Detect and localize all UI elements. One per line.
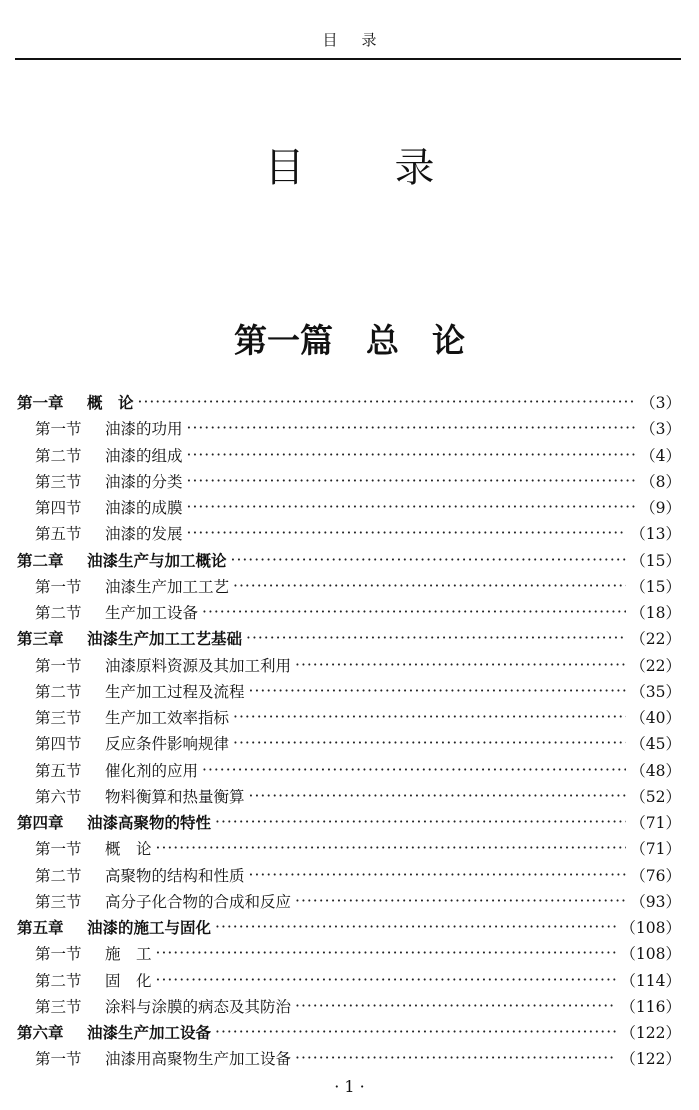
dot-leader — [156, 944, 617, 962]
toc-entry-label: 第二节 — [35, 866, 82, 885]
toc-entry-label: 第三章 — [17, 630, 64, 649]
toc-section-entry — [15, 940, 681, 966]
dot-leader — [138, 393, 637, 411]
dot-leader — [295, 1049, 616, 1067]
toc-entry-page: （4） — [640, 446, 681, 465]
toc-section-entry — [15, 757, 681, 783]
dot-leader — [233, 577, 626, 595]
toc-entry-title: 物料衡算和热量衡算 — [105, 787, 245, 806]
toc-entry-title: 高聚物的结构和性质 — [105, 866, 245, 885]
toc-entry-title: 油漆生产加工工艺 — [105, 577, 230, 596]
toc-title: 目录 — [264, 145, 525, 191]
toc-chapter-entry — [15, 914, 681, 940]
toc-entry-title: 油漆的组成 — [105, 446, 183, 465]
toc-entry-page: （15） — [630, 551, 681, 570]
toc-entry-label: 第五节 — [35, 761, 82, 780]
dot-leader — [233, 734, 626, 752]
dot-leader — [187, 524, 627, 542]
toc-section-entry — [15, 1045, 681, 1071]
toc-entry-label: 第一节 — [35, 577, 82, 596]
toc-entry-page: （9） — [640, 499, 681, 518]
part-title: 第一篇 总 论 — [234, 321, 465, 360]
page-number: · 1 · — [334, 1077, 365, 1096]
toc-entry-label: 第五节 — [35, 525, 82, 544]
toc-entry-label: 第四节 — [35, 735, 82, 754]
toc-section-entry — [15, 442, 681, 468]
toc-entry-page: （45） — [630, 735, 681, 754]
toc-entry-page: （108） — [620, 945, 681, 964]
toc-section-entry — [15, 573, 681, 599]
toc-entry-label: 第一节 — [35, 1050, 82, 1069]
toc-entry-page: （116） — [620, 997, 681, 1016]
dot-leader — [249, 787, 627, 805]
toc-entry-title: 油漆生产与加工概论 — [87, 551, 227, 570]
toc-section-entry — [15, 678, 681, 704]
dot-leader — [156, 971, 617, 989]
toc-entry-label: 第三节 — [35, 997, 82, 1016]
toc-entry-title: 施 工 — [105, 945, 152, 964]
toc-entry-title: 催化剂的应用 — [105, 761, 199, 780]
running-header: 目录 — [322, 31, 401, 49]
toc-section-entry — [15, 835, 681, 861]
toc-entry-title: 反应条件影响规律 — [105, 735, 230, 754]
dot-leader — [233, 708, 626, 726]
toc-entry-title: 涂料与涂膜的病态及其防治 — [105, 997, 292, 1016]
toc-entry-title: 高分子化合物的合成和反应 — [105, 892, 292, 911]
toc-entry-label: 第六节 — [35, 787, 82, 806]
toc-entry-page: （71） — [630, 814, 681, 833]
toc-entry-title: 油漆的分类 — [105, 472, 183, 491]
toc-entry-page: （15） — [630, 577, 681, 596]
toc-entry-label: 第三节 — [35, 892, 82, 911]
toc-entry-page: （40） — [630, 709, 681, 728]
toc-entry-label: 第六章 — [17, 1024, 64, 1043]
dot-leader — [187, 498, 637, 516]
dot-leader — [231, 551, 627, 569]
toc-section-entry — [15, 599, 681, 625]
toc-entry-label: 第二节 — [35, 604, 82, 623]
toc-entry-label: 第一节 — [35, 840, 82, 859]
toc-section-entry — [15, 415, 681, 441]
toc-entry-page: （22） — [630, 656, 681, 675]
dot-leader — [187, 472, 637, 490]
toc-entry-label: 第二节 — [35, 446, 82, 465]
toc-entry-label: 第一节 — [35, 420, 82, 439]
toc-entry-title: 油漆的发展 — [105, 525, 183, 544]
toc-list — [15, 389, 681, 1072]
toc-entry-title: 固 化 — [105, 971, 152, 990]
toc-entry-title: 油漆的功用 — [105, 420, 183, 439]
dot-leader — [202, 603, 626, 621]
toc-entry-title: 概 论 — [105, 840, 152, 859]
toc-section-entry — [15, 783, 681, 809]
dot-leader — [249, 682, 627, 700]
toc-section-entry — [15, 888, 681, 914]
toc-section-entry — [15, 704, 681, 730]
toc-entry-label: 第二节 — [35, 682, 82, 701]
dot-leader — [215, 918, 616, 936]
toc-entry-label: 第一节 — [35, 945, 82, 964]
toc-entry-page: （52） — [630, 787, 681, 806]
toc-entry-page: （114） — [620, 971, 681, 990]
dot-leader — [215, 813, 626, 831]
toc-entry-label: 第二节 — [35, 971, 82, 990]
toc-entry-page: （18） — [630, 604, 681, 623]
toc-entry-page: （93） — [630, 892, 681, 911]
toc-entry-title: 油漆的施工与固化 — [87, 919, 212, 938]
toc-entry-title: 油漆高聚物的特性 — [87, 814, 212, 833]
toc-chapter-entry — [15, 809, 681, 835]
toc-entry-page: （48） — [630, 761, 681, 780]
toc-section-entry — [15, 862, 681, 888]
toc-entry-page: （108） — [620, 919, 681, 938]
dot-leader — [295, 997, 616, 1015]
toc-entry-label: 第四节 — [35, 499, 82, 518]
dot-leader — [202, 761, 626, 779]
toc-entry-page: （76） — [630, 866, 681, 885]
dot-leader — [295, 656, 626, 674]
toc-entry-title: 生产加工设备 — [105, 604, 199, 623]
toc-entry-label: 第三节 — [35, 709, 82, 728]
toc-entry-page: （3） — [640, 420, 681, 439]
toc-entry-label: 第四章 — [17, 814, 64, 833]
toc-entry-title: 油漆原料资源及其加工利用 — [105, 656, 292, 675]
toc-entry-title: 油漆生产加工设备 — [87, 1024, 212, 1043]
toc-chapter-entry — [15, 389, 681, 415]
toc-section-entry — [15, 652, 681, 678]
toc-entry-page: （22） — [630, 630, 681, 649]
toc-entry-label: 第二章 — [17, 551, 64, 570]
toc-section-entry — [15, 468, 681, 494]
toc-chapter-entry — [15, 547, 681, 573]
toc-entry-page: （122） — [620, 1024, 681, 1043]
toc-entry-page: （3） — [640, 394, 681, 413]
dot-leader — [295, 892, 626, 910]
toc-chapter-entry — [15, 625, 681, 651]
toc-section-entry — [15, 993, 681, 1019]
dot-leader — [156, 839, 627, 857]
toc-entry-label: 第一章 — [17, 394, 64, 413]
toc-entry-page: （122） — [620, 1050, 681, 1069]
dot-leader — [249, 866, 627, 884]
dot-leader — [187, 446, 637, 464]
toc-entry-page: （8） — [640, 472, 681, 491]
toc-entry-page: （35） — [630, 682, 681, 701]
toc-entry-title: 油漆的成膜 — [105, 499, 183, 518]
toc-section-entry — [15, 520, 681, 546]
toc-entry-label: 第一节 — [35, 656, 82, 675]
toc-entry-title: 概 论 — [87, 394, 134, 413]
toc-entry-page: （71） — [630, 840, 681, 859]
toc-entry-page: （13） — [630, 525, 681, 544]
toc-section-entry — [15, 967, 681, 993]
toc-entry-title: 油漆生产加工工艺基础 — [87, 630, 243, 649]
dot-leader — [246, 629, 626, 647]
toc-entry-title: 油漆用高聚物生产加工设备 — [105, 1050, 292, 1069]
header-rule — [15, 58, 681, 60]
dot-leader — [187, 419, 637, 437]
toc-section-entry — [15, 494, 681, 520]
toc-section-entry — [15, 730, 681, 756]
toc-chapter-entry — [15, 1019, 681, 1045]
dot-leader — [215, 1023, 616, 1041]
toc-entry-title: 生产加工过程及流程 — [105, 682, 245, 701]
toc-entry-label: 第三节 — [35, 472, 82, 491]
toc-entry-title: 生产加工效率指标 — [105, 709, 230, 728]
toc-entry-label: 第五章 — [17, 919, 64, 938]
